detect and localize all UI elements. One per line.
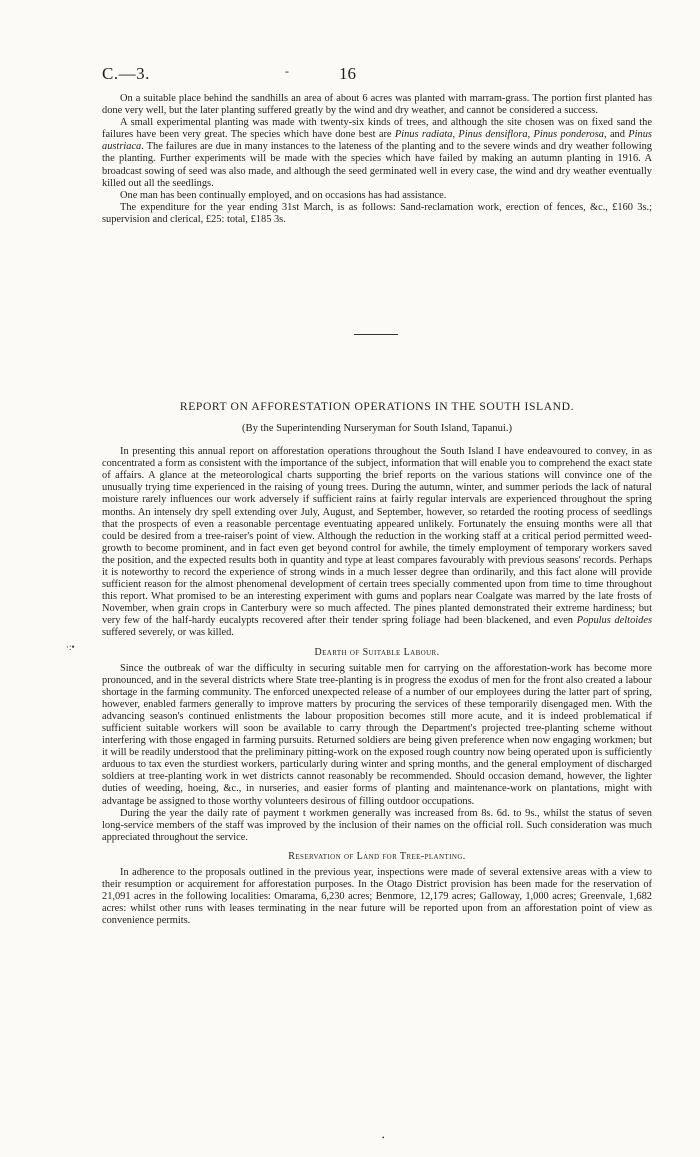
header-speck: - bbox=[285, 64, 289, 78]
report-title: REPORT ON AFFORESTATION OPERATIONS IN THE SOUTH ISLAND. bbox=[179, 400, 575, 414]
margin-speck: ·:• bbox=[66, 642, 75, 652]
sand-reclamation-section bbox=[102, 93, 652, 226]
page-number: 16 bbox=[339, 64, 356, 83]
paragraph: During the year the daily rate of payment t workmen generally was increased from 8s. 6d. to 9s., whilst the status of seven long-service members of the staff was improved by the inclusion of their names on the official roll. Such consideration was much appreciated throughout the service. bbox=[102, 807, 652, 843]
section-heading: Reservation of Land for Tree-planting. bbox=[288, 850, 466, 862]
document-reference: C.—3. bbox=[102, 64, 150, 83]
paragraph: On a suitable place behind the sandhills an area of about 6 acres was planted with marram-grass. The portion first planted has done very well, but the later planting suffered greatly by the wind and dry weather, and cannot be considered a success. bbox=[102, 93, 652, 117]
page-header bbox=[102, 64, 652, 90]
paragraph: The expenditure for the year ending 31st March, is as follows: Sand-reclamation work, erection of fences, &c., £160 3s.; supervision and clerical, £25: total, £185 3s. bbox=[102, 201, 652, 225]
report-intro bbox=[102, 446, 652, 640]
paragraph: One man has been continually employed, and on occasions has had assistance. bbox=[120, 189, 447, 201]
document-page bbox=[102, 64, 652, 927]
paragraph: In presenting this annual report on afforestation operations throughout the South Island I have endeavoured to convey, in as concentrated a form as consistent with the importance of the subject, information that will enable you to comprehend the exact state of affairs. A glance at the meteorological charts supporting the brief reports on the various stations will convince one of the unusually trying time experienced in the raising of young trees. During the autumn, winter, and summer periods the lack of natural moisture rarely influences our work adversely if sufficient rains at fairly regular intervals are experienced throughout the spring months. An intensely dry spell extending over July, August, and September, however, so retarded the rooting process of seedlings that the prospects of even a reasonable percentage eventuating appeared unlikely. Fortunately the ensuing months were all that could be desired from a tree-raiser's point of view. Although the reduction in the working staff at a critical period permitted weed-growth to become prominent, and in fact even get beyond control for awhile, the timely employment of temporary workers saved the position, and the expected results both in quantity and type at least compares favourably with previous seasons' records. Perhaps it is noteworthy to record the experience of strong winds in a much lesser degree than ordinarily, and this fact alone will provide sufficient reason for the almost phenomenal development of certain trees specially commented upon from time to time throughout this report. What promised to be an interesting experiment with gums and poplars near Coalgate was marred by the late frosts of November, when grain crops in Canterbury were so much affected. The pines planted demonstrated their extreme hardiness; but very few of the half-hardy eucalypts recovered after their tender spring foliage had been blackened, and even Populus deltoides suffered severely, or was killed. bbox=[102, 446, 653, 639]
section-divider bbox=[354, 334, 398, 335]
report-byline: (By the Superintending Nurseryman for South Island, Tapanui.) bbox=[241, 423, 513, 435]
paragraph: A small experimental planting was made with twenty-six kinds of trees, and although the site chosen was on fixed sand the failures have been very great. The species which have done best are Pinus radiata, Pinus densiflora, Pinus ponderosa, and Pinus austriaca. The failures are due in many instances to the lateness of the planting and to the severe winds and dry weather following the planting. Further experiments will be made with the species which have failed by making an autumn planting in 1916. A broadcast sowing of seed was also made, and although the seed germinated well in every case, the wind and dry weather eventually killed out all the seedlings. bbox=[102, 117, 652, 189]
paragraph: In adherence to the proposals outlined in the previous year, inspections were made of several extensive areas with a view to their resumption or acquirement for afforestation purposes. In the Otago District provision has been made for the reservation of 21,091 acres in the following localities: Omarama, 6,230 acres; Benmore, 12,179 acres; Galloway, 1,000 acres; Greenvale, 1,682 acres: whilst other runs with leases terminating in the near future will be reported upon from an afforestation point of view as convenience permits. bbox=[102, 866, 652, 927]
paragraph: Since the outbreak of war the difficulty in securing suitable men for carrying on the afforestation-work has become more pronounced, and in the several districts where State tree-planting is in progress the exodus of men for the front also created a labour shortage in the farming community. The enforced unexpected release of a number of our employees during the latter part of spring, however, enabled farmers generally to improve matters by procuring the services of these temporarily disengaged men. With the advancing season's continued enlistments the labour proposition becomes still more acute, and it is indeed problematical if sufficient suitable workers will soon be available to carry through the Department's projected tree-planting scheme without interfering with those engaged in farming pursuits. Returned soldiers are being given preference when now engaging workmen; but it will be readily understood that the preliminary pitting-work on the exposed rough country now being operated upon is sufficiently arduous to tax even the sturdiest workers, particularly during winter and spring months, and the general employment of discharged soldiers at tree-planting work in wet districts cannot reasonably be recommended. Should occasion demand, however, the lighter duties of weeding, hoeing, &c., in nurseries, and easier forms of planting and maintenance-work on plantations, might with advantage be assigned to those worthy volunteers desirous of filling outdoor occupations. bbox=[102, 662, 652, 807]
section-heading: Dearth of Suitable Labour. bbox=[314, 646, 440, 658]
stray-dot: • bbox=[382, 1134, 385, 1142]
